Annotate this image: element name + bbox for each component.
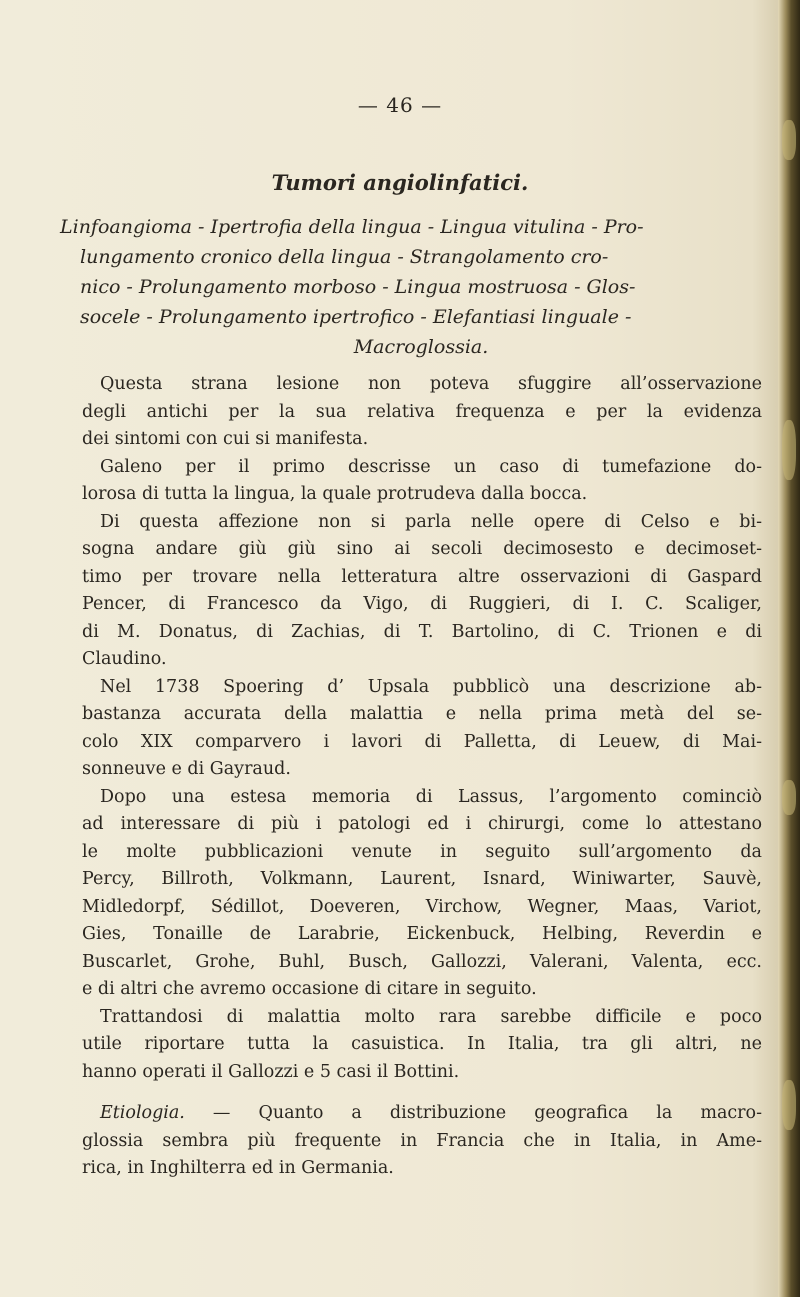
paragraph [82,674,762,784]
foxing-spot [782,1080,796,1130]
text-line: colo XIX comparvero i lavori di Palletta, di Leuew, di Mai- [82,731,762,752]
body-text [82,371,762,1183]
synonyms-line: Macroglossia. [353,336,489,358]
text-line: Trattandosi di malattia molto rara sarebbe difficile e poco [100,1006,762,1027]
text-line: utile riportare tutta la casuistica. In Italia, tra gli altri, ne [82,1034,762,1054]
text-line: e di altri che avremo occasione di citare in seguito. [82,979,537,999]
text-line [82,1100,762,1128]
text-line: lorosa di tutta la lingua, la quale protrudeva dalla bocca. [82,484,588,504]
text-line: Midledorpf, Sédillot, Doeveren, Virchow, Wegner, Maas, Variot, [82,896,762,917]
synonyms-line: Linfoangioma - Ipertrofia della lingua - Lingua vitulina - Pro- [60,216,644,238]
text-line: Buscarlet, Grohe, Buhl, Busch, Gallozzi, Valerani, Valenta, ecc. [82,951,762,972]
paragraph [82,1004,762,1087]
text-line: Percy, Billroth, Volkmann, Laurent, Isnard, Winiwarter, Sauvè, [82,869,762,889]
text-line: Questa strana lesione non poteva sfuggire all’osservazione [100,374,762,394]
text-line: glossia sembra più frequente in Francia che in Italia, in Ame- [82,1130,762,1151]
text-line: rica, in Inghilterra ed in Germania. [82,1158,394,1178]
text-line: sonneuve e di Gayraud. [82,759,291,779]
text-line: degli antichi per la sua relativa frequenza e per la evidenza [82,401,762,422]
etiology-heading: Etiologia. [100,1103,185,1123]
text-line: ad interessare di più i patologi ed i chirurgi, come lo attestano [82,814,762,834]
text-line: bastanza accurata della malattia e nella prima metà del se- [82,704,762,724]
paragraph [82,371,762,454]
chapter-title: Tumori angiolinfatici. [271,170,529,195]
text-line: Galeno per il primo descrisse un caso di tumefazione do- [100,456,762,477]
text-line: sogna andare giù giù sino ai secoli decimosesto e decimoset- [82,539,762,559]
paragraph [82,454,762,509]
text-line: hanno operati il Gallozzi e 5 casi il Bottini. [82,1061,460,1082]
text-line: Gies, Tonaille de Larabrie, Eickenbuck, Helbing, Reverdin e [82,924,762,944]
text-line: Di questa affezione non si parla nelle opere di Celso e bi- [100,511,762,532]
text-line: timo per trovare nella letteratura altre osservazioni di Gaspard [82,566,762,587]
paragraph [82,509,762,674]
paragraph [82,784,762,1004]
etiology-text: — Quanto a distribuzione geografica la macro- [184,1103,762,1123]
foxing-spot [782,420,796,480]
page-number: — 46 — [357,93,443,117]
text-line: Claudino. [82,649,167,669]
text-line: Pencer, di Francesco da Vigo, di Ruggieri, di I. C. Scaliger, [82,594,762,614]
synonyms-line: lungamento cronico della lingua - Strangolamento cro- [80,246,609,268]
etiology-paragraph [82,1100,762,1183]
text-line: di M. Donatus, di Zachias, di T. Bartolino, di C. Trionen e di [82,621,762,642]
text-line: Dopo una estesa memoria di Lassus, l’argomento cominciò [100,786,762,807]
text-line: le molte pubblicazioni venute in seguito sull’argomento da [82,841,762,862]
page-edge-shadow [778,0,800,1297]
synonyms-line: socele - Prolungamento ipertrofico - Elefantiasi linguale - [80,306,632,328]
synonyms-line: nico - Prolungamento morboso - Lingua mostruosa - Glos- [80,276,636,298]
paragraph-gap [82,1086,762,1100]
chapter-synonyms [60,212,762,362]
text-line: dei sintomi con cui si manifesta. [82,429,369,449]
foxing-spot [782,780,796,815]
text-line: Nel 1738 Spoering d’ Upsala pubblicò una descrizione ab- [100,676,762,697]
foxing-spot [782,120,796,160]
